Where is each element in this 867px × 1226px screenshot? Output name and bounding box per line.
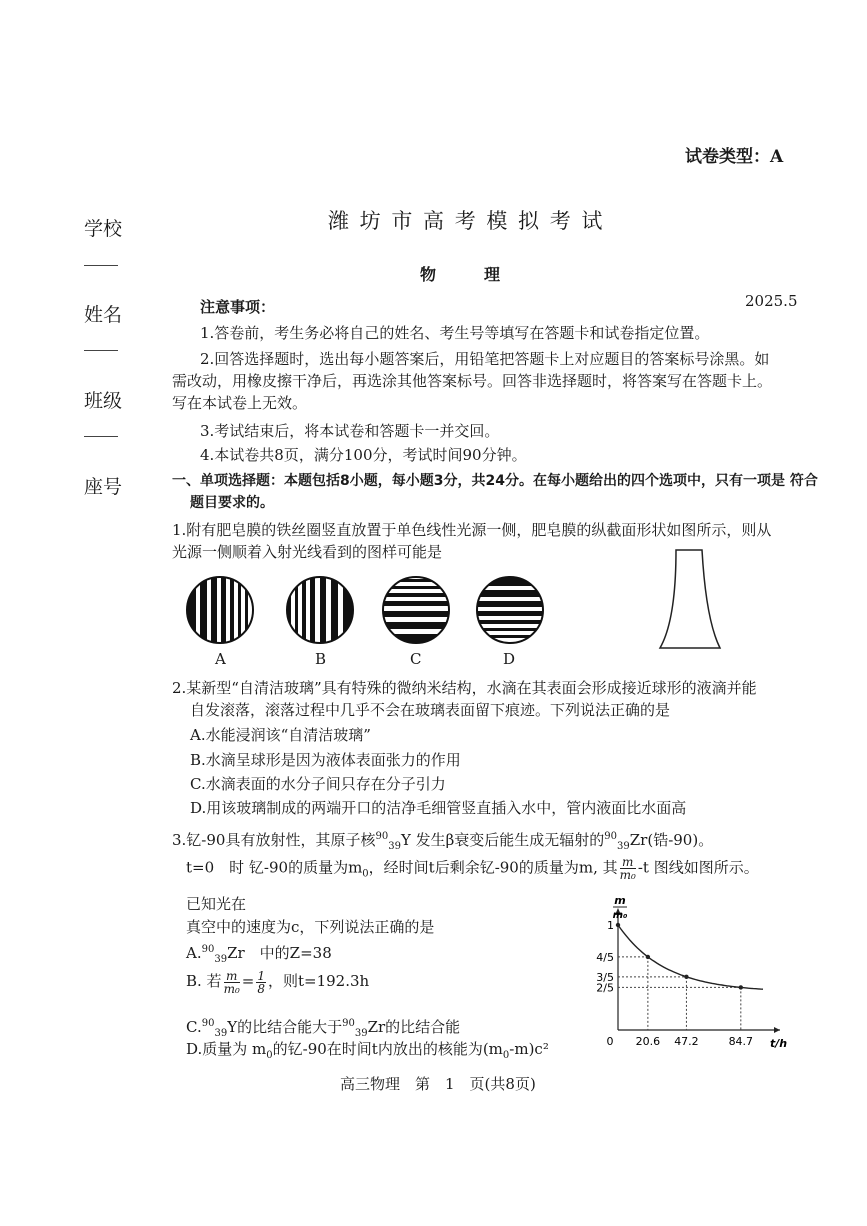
notice-item: 4.本试卷共8页，满分100分，考试时间90分钟。	[200, 446, 527, 464]
exam-title: 潍 坊 市 高 考 模 拟 考 试	[328, 209, 605, 233]
notice-heading: 注意事项：	[200, 298, 276, 316]
notice-item: 2.回答选择题时，选出每小题答案后，用铅笔把答题卡上对应题目的答案标号涂黑。如	[200, 350, 770, 368]
decay-chart	[580, 890, 790, 1050]
notice-item: 1.答卷前，考生务必将自己的姓名、考生号等填写在答题卡和试卷指定位置。	[200, 324, 710, 342]
side-label-class: 班级	[84, 390, 123, 412]
q3-stem-cont3: 真空中的速度为c，下列说法正确的是	[186, 918, 435, 936]
x-tick-label: 20.6	[635, 1035, 661, 1048]
exam-date: 2025.5	[745, 292, 798, 310]
paper-type: 试卷类型：A	[685, 147, 784, 167]
side-label-name: 姓名	[84, 304, 123, 326]
pattern-a-vertical-stripes	[187, 575, 248, 645]
notice-item: 3.考试结束后，将本试卷和答题卡一并交回。	[200, 422, 500, 440]
data-point	[646, 955, 650, 959]
q1-stem-cont: 光源一侧顺着入射光线看到的图样可能是	[172, 543, 443, 561]
q1-stem: 1.附有肥皂膜的铁丝圈竖直放置于单色线性光源一侧，肥皂膜的纵截面形状如图所示，则从	[172, 521, 772, 539]
q1-option-label-a: A	[215, 650, 226, 668]
q3-option-a: A.$^{90}_{39}$Zr 中的Z=38	[186, 944, 332, 965]
q3-stem: 3.钇-90具有放射性，其原子核$^{90}_{39}$Y 发生β衰变后能生成无辐射的$^{90}_{39}$Zr(锆-90)。	[172, 831, 714, 852]
data-point	[739, 985, 743, 989]
section-heading-cont: 题目要求的。	[190, 495, 274, 511]
x-axis-label: t/h	[770, 1037, 788, 1050]
q2-stem-cont: 自发滚落，滚落过程中几乎不会在玻璃表面留下痕迹。下列说法正确的是	[190, 701, 671, 719]
q2-option-c: C.水滴表面的水分子间只存在分子引力	[190, 775, 446, 793]
page-footer: 高三物理 第 1 页(共8页)	[340, 1075, 536, 1093]
q1-pattern-figures	[180, 570, 580, 670]
q2-option-d: D.用该玻璃制成的两端开口的洁净毛细管竖直插入水中，管内液面比水面高	[190, 799, 687, 817]
q3-option-d: D.质量为 $m_0$的钇-90在时间t内放出的核能为$(m_0-m)c^2$	[186, 1040, 549, 1061]
section-heading: 一、单项选择题：本题包括8小题，每小题3分，共24分。在每小题给出的四个选项中，只有一项是 符合	[172, 473, 818, 489]
q3-stem-cont2: 已知光在	[186, 895, 247, 913]
q2-stem: 2.某新型“自清洁玻璃”具有特殊的微纳米结构，水滴在其表面会形成接近球形的液滴并能	[172, 679, 757, 697]
y-tick-label: 2/5	[596, 981, 614, 995]
y-label-den: m₀	[612, 910, 628, 921]
x-tick-label: 84.7	[728, 1035, 754, 1048]
subject: 物 理	[420, 265, 501, 284]
y-tick-label: 1	[607, 919, 614, 932]
data-point	[616, 923, 620, 927]
y-tick-label: 4/5	[596, 950, 614, 964]
side-line	[84, 265, 118, 266]
y-tick-label: 3/5	[596, 970, 614, 984]
y-label-num: m	[614, 894, 626, 907]
q3-option-c: C.$^{90}_{39}$Y的比结合能大于$^{90}_{39}$Zr的比结合能	[186, 1018, 461, 1039]
side-line	[84, 436, 118, 437]
side-line	[84, 350, 118, 351]
q3-stem-cont: t=0 时 钇-90的质量为$m_0$，经时间t后剩余钇-90的质量为m, 其 $\frac{m}{\text{m₀}}$ -t 图线如图所示。	[186, 855, 759, 882]
q3-option-b: B. 若 $\frac{m}{\text{m₀}}$ = $\frac{1}{8}$ ，则t=192.3h	[186, 968, 370, 996]
q2-option-b: B.水滴呈球形是因为液体表面张力的作用	[190, 751, 461, 769]
notice-item: 写在本试卷上无效。	[172, 394, 308, 412]
q2-option-a: A.水能浸润该“自清洁玻璃”	[190, 726, 371, 744]
side-label-school: 学校	[84, 218, 123, 240]
side-label-seat: 座号	[84, 476, 123, 498]
q1-option-label-b: B	[315, 650, 327, 668]
q1-option-label-c: C	[410, 650, 422, 668]
data-point	[684, 975, 688, 979]
soap-film-cross-section-figure	[650, 540, 730, 660]
x-tick-label: 0	[606, 1035, 614, 1048]
x-tick-label: 47.2	[674, 1035, 699, 1048]
notice-item: 需改动，用橡皮擦干净后，再选涂其他答案标号。回答非选择题时，将答案写在答题卡上。	[172, 372, 773, 390]
q1-option-label-d: D	[503, 650, 516, 668]
x-axis-arrow	[774, 1027, 780, 1033]
